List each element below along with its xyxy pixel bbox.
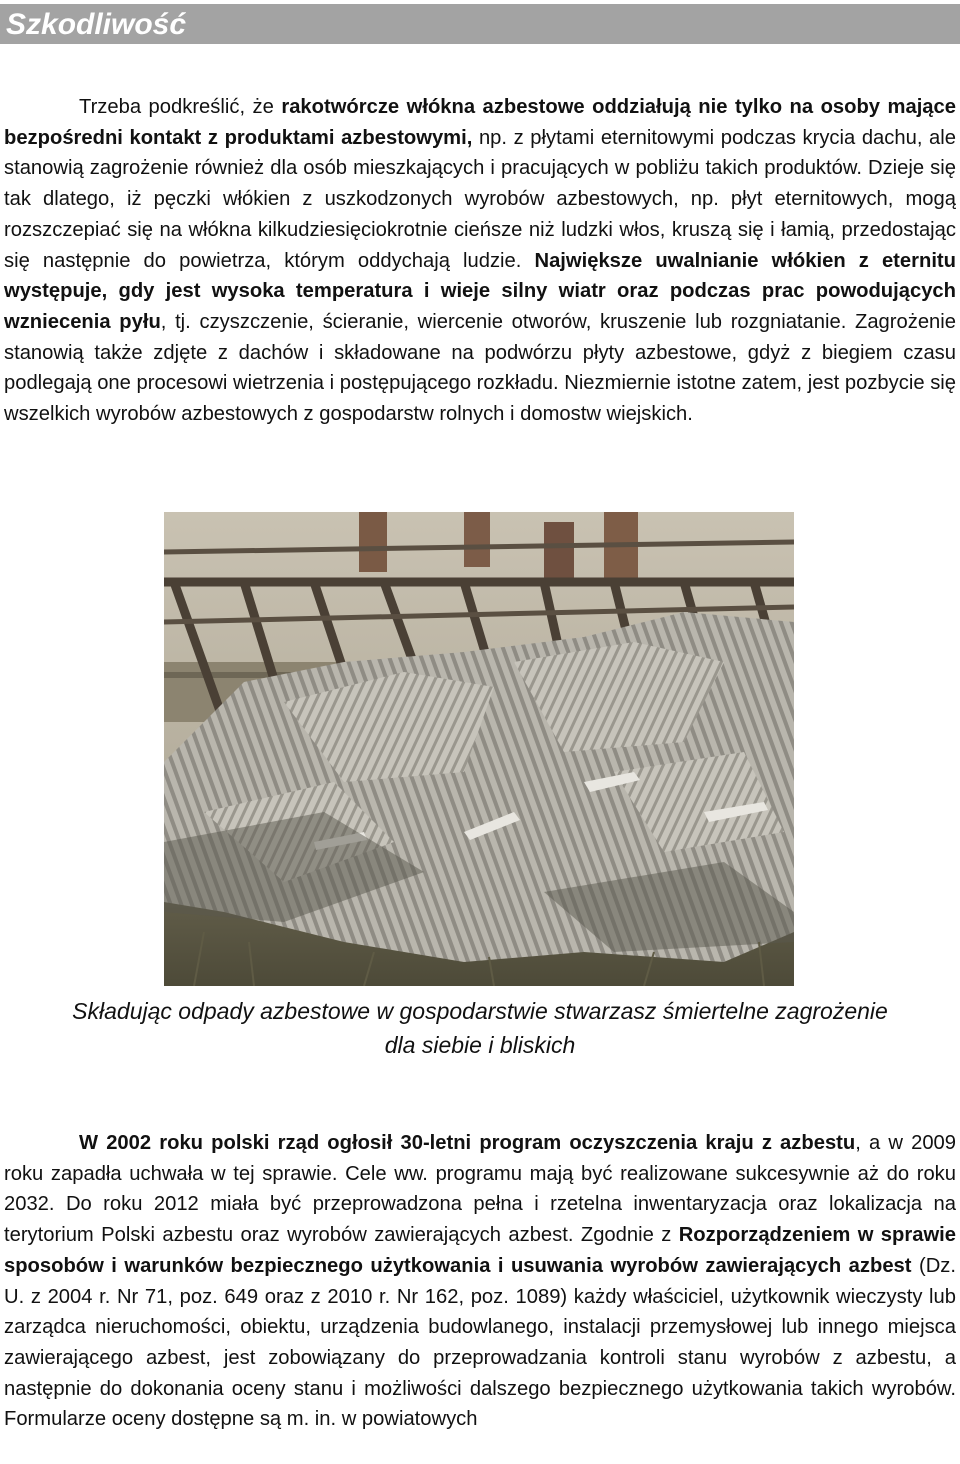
photo-caption-line-1: Składując odpady azbestowe w gospodarstwie stwarzasz śmiertelne zagrożenie <box>72 998 888 1024</box>
paragraph-bold-text: rakotwórcze włókna azbestowe oddziałują nie tylko na osoby mające bezpośredni kontakt z produktami azbestowymi, <box>4 96 956 149</box>
paragraph-text: Trzeba podkreślić, że <box>79 96 282 118</box>
paragraph-program <box>4 1128 956 1435</box>
paragraph-text: , tj. czyszczenie, ścieranie, wiercenie otworów, kruszenie lub rozgniatanie. Zagrożenie stanowią także zdjęte z dachów i składowane na podwórzu płyty azbestowe, gdyż z biegiem czasu podlegają one procesowi wietrzenia i postępującego rozkładu. Niezmiernie istotne zatem, jest pozbycie się wszelkich wyrobów azbestowych z gospodarstw rolnych i domostw wiejskich. <box>4 310 956 426</box>
paragraph-bold-text: Największe uwalnianie włókien z eternitu występuje, gdy jest wysoka temperatura i wieje silny wiatr oraz podczas prac powodujących wzniecenia pyłu <box>4 249 956 333</box>
section-title: Szkodliwość <box>6 8 187 41</box>
paragraph-text: , a w 2009 roku zapadła uchwała w tej sprawie. Cele ww. programu mają być realizowane sukcesywnie aż do roku 2032. Do roku 2012 miała być przeprowadzona pełna i rzetelna inwentaryzacja oraz lokalizacja na terytorium Polski azbestu oraz wyrobów zawierających azbest. Zgodnie z <box>4 1132 957 1247</box>
paragraph-harmfulness <box>4 92 956 430</box>
paragraph-text: np. z płytami eternitowymi podczas krycia dachu, ale stanowią zagrożenie również dla osób mieszkających i pracujących w pobliżu takich produktów. Dzieje się tak dlatego, iż pęczki włókien z uszkodzonych wyrobów azbestowych, np. płyt eternitowych, mogą rozszczepiać się na włókna kilkudziesięciokrotnie cieńsze niż ludzki włos, kruszą się i łamią, przedostając się następnie do powietrza, którym oddychają ludzie. <box>4 126 956 272</box>
section-header-bar <box>0 4 960 44</box>
photo-caption-line-2: dla siebie i bliskich <box>384 1032 576 1058</box>
paragraph-text: (Dz. U. z 2004 r. Nr 71, poz. 649 oraz z 2010 r. Nr 162, poz. 1089) każdy właściciel, użytkownik wieczysty lub zarządca nieruchomości, obiektu, urządzenia budowlanego, instalacji przemysłowej lub innego miejsca zawierającego azbest, jest zobowiązany do przeprowadzania kontroli stanu wyrobów z azbestu, a następnie do dokonania oceny stanu i możliwości dalszego bezpiecznego użytkowania takich wyrobów. Formularze oceny dostępne są m. in. w powiatowych <box>4 1254 956 1431</box>
asbestos-waste-photo <box>164 512 794 986</box>
paragraph-bold-text: Rozporządzeniem w sprawie sposobów i warunków bezpiecznego użytkowania i usuwania wyrobów zawierających azbest <box>4 1224 956 1277</box>
paragraph-bold-text: W 2002 roku polski rząd ogłosił 30-letni program oczyszczenia kraju z azbestu <box>79 1132 856 1154</box>
